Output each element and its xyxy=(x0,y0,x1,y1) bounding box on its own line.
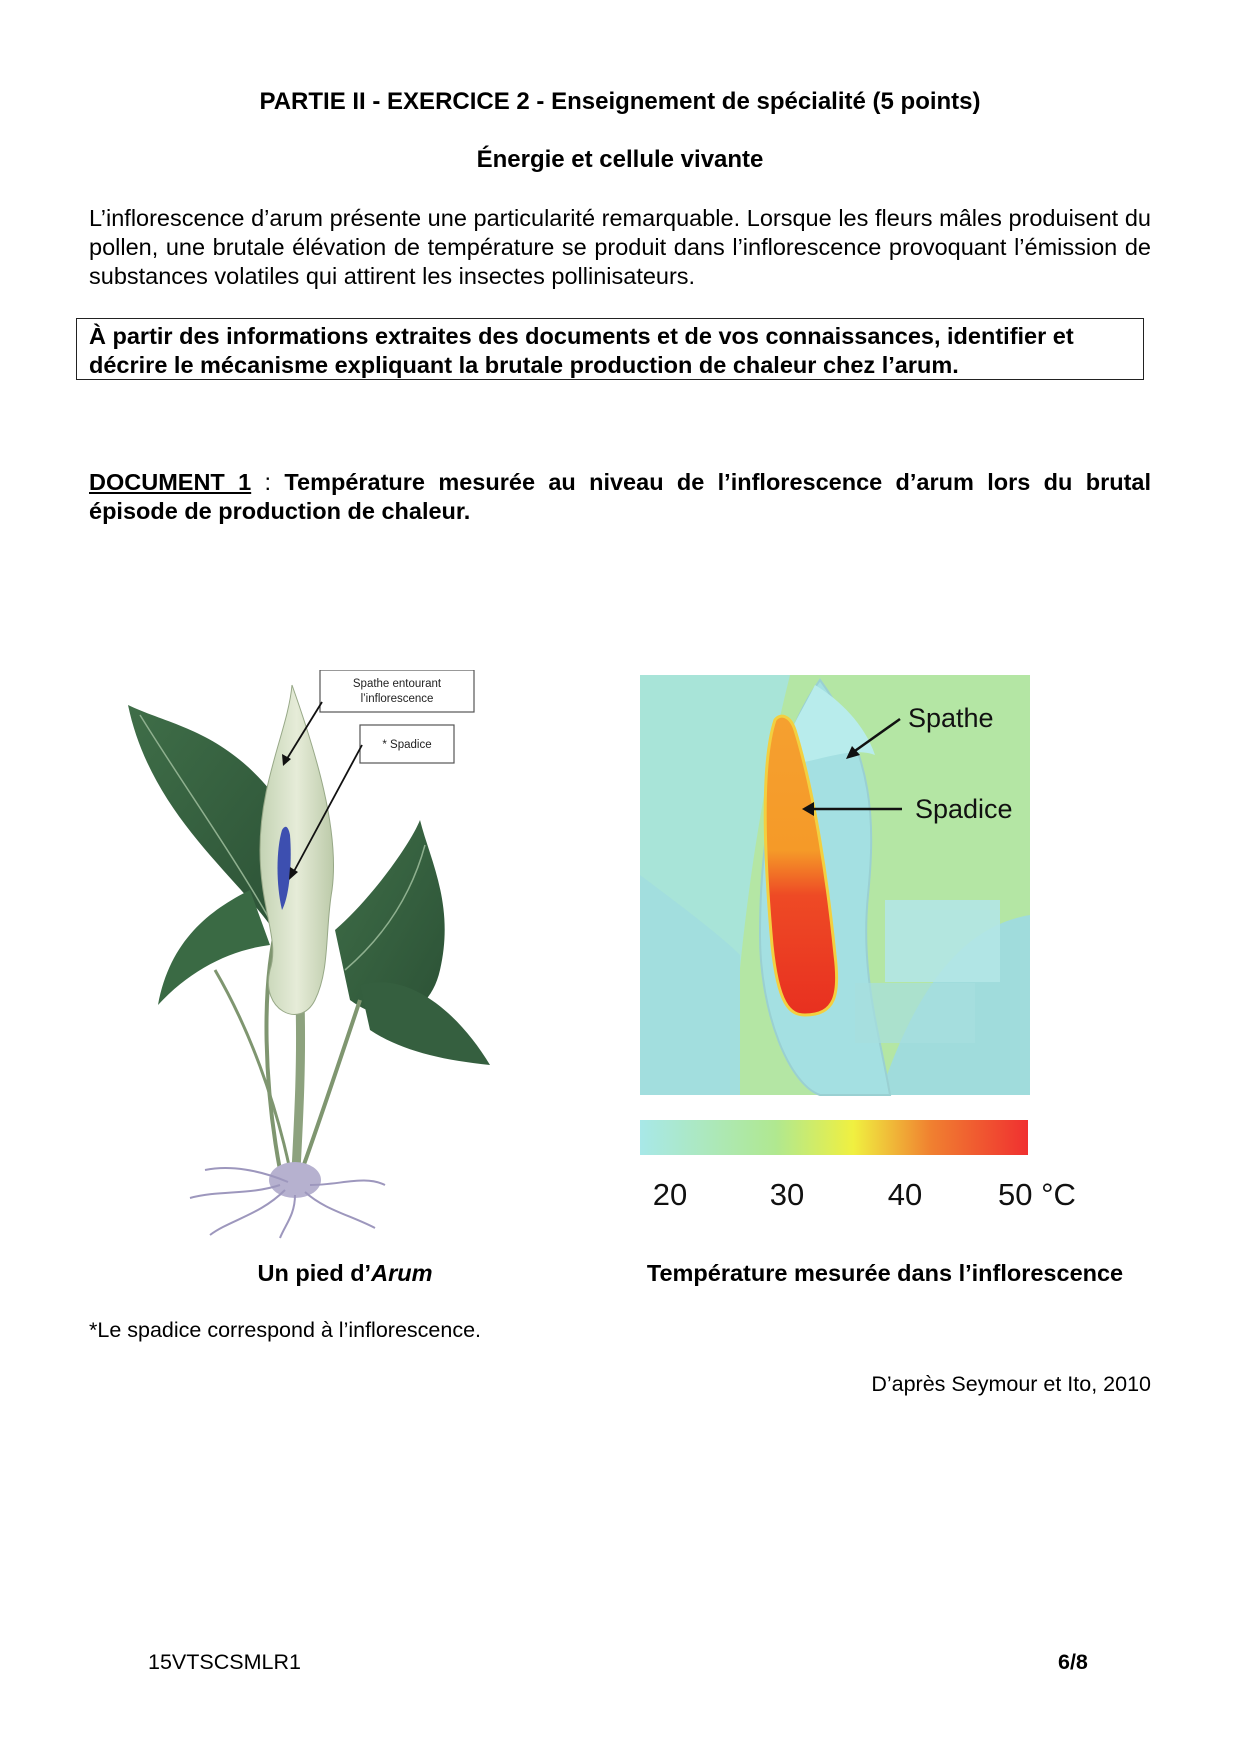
document1-title: Température mesurée au niveau de l’inflorescence d’arum lors du brutal épisode de production de chaleur. xyxy=(89,469,1151,524)
document1-label: DOCUMENT 1 xyxy=(89,469,252,495)
exercise-subtitle: Énergie et cellule vivante xyxy=(476,146,764,173)
footnote: *Le spadice correspond à l’inflorescence. xyxy=(89,1318,482,1342)
page-number: 6/8 xyxy=(1058,1650,1088,1674)
document1-separator: : xyxy=(251,469,285,495)
spathe-label-line1: Spathe entourant xyxy=(352,678,442,690)
spathe xyxy=(260,685,334,1014)
thermal-image xyxy=(640,675,1090,1215)
source-citation: D’après Seymour et Ito, 2010 xyxy=(871,1372,1151,1396)
thermal-caption: Température mesurée dans l’inflorescence xyxy=(646,1260,1124,1286)
scale-tick-30: 30 xyxy=(769,1177,805,1212)
scale-tick-50: 50 °C xyxy=(998,1177,1076,1212)
spadice-label: * Spadice xyxy=(382,739,432,751)
temperature-scale-bar xyxy=(640,1120,1028,1155)
footer-code: 15VTSCSMLR1 xyxy=(148,1650,301,1674)
task-box xyxy=(76,318,1144,380)
document1-heading xyxy=(89,468,1151,526)
thermal-spadice-label: Spadice xyxy=(915,794,1013,824)
spathe-label-line2: l’inflorescence xyxy=(360,693,434,705)
thermal-spathe-label: Spathe xyxy=(908,703,994,733)
scale-tick-20: 20 xyxy=(652,1177,688,1212)
task-text: À partir des informations extraites des documents et de vos connaissances, identifier et décrire le mécanisme expliquant la brutale production de chaleur chez l’arum. xyxy=(89,323,1074,378)
spathe-label-box xyxy=(320,670,474,712)
plant-caption-italic: Arum xyxy=(371,1260,433,1286)
plant-caption xyxy=(195,1260,495,1287)
lower-left-leaf xyxy=(158,890,270,1005)
exercise-title: PARTIE II - EXERCICE 2 - Enseignement de spécialité (5 points) xyxy=(259,88,981,115)
arum-plant-illustration xyxy=(110,670,540,1240)
plant-caption-prefix: Un pied d’ xyxy=(257,1260,372,1286)
scale-tick-40: 40 xyxy=(887,1177,923,1212)
intro-paragraph: L’inflorescence d’arum présente une particularité remarquable. Lorsque les fleurs mâles produisent du pollen, une brutale élévation de température se produit dans l’inflorescence provoquant l’émission de substances volatiles qui attirent les insectes pollinisateurs. xyxy=(89,205,1151,289)
